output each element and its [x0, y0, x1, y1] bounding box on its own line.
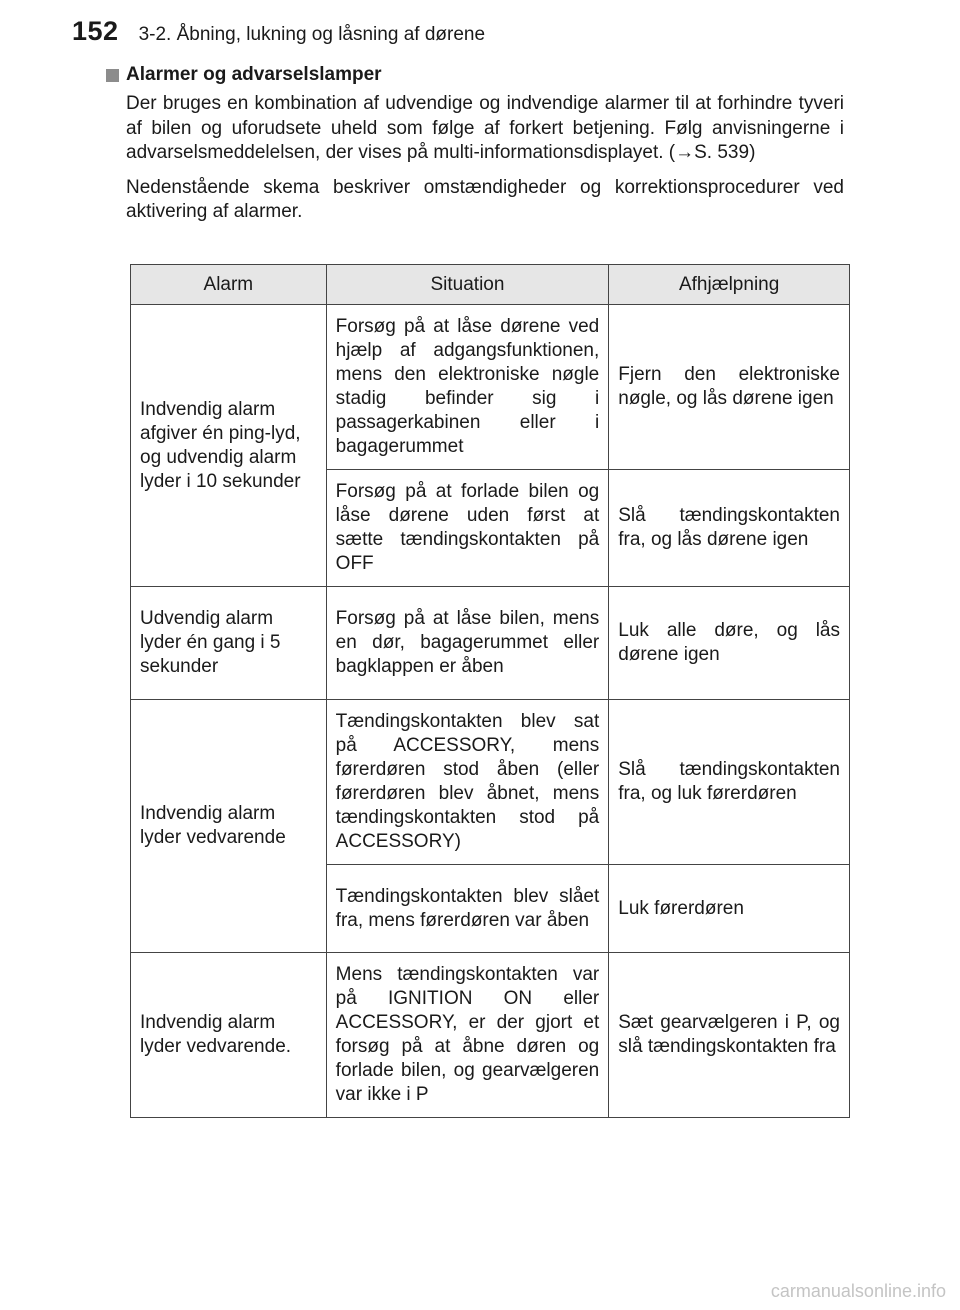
alarm-table: [130, 264, 850, 1118]
section-heading: [106, 64, 844, 86]
situation-cell: Mens tændingskontakten var på IGNITION ON eller ACCESSORY, er der gjort et forsøg på at åbne døren og forlade bilen, og gearvælgeren var ikke i P: [326, 953, 609, 1118]
alarm-cell: Indvendig alarm lyder vedvarende: [131, 700, 327, 953]
remedy-cell: Fjern den elektroniske nøgle, og lås dørene igen: [609, 305, 850, 470]
remedy-cell: Slå tændingskontakten fra, og luk førerdøren: [609, 700, 850, 865]
remedy-cell: Sæt gearvælgeren i P, og slå tændingskontakten fra: [609, 953, 850, 1118]
situation-cell: Forsøg på at forlade bilen og låse dørene uden først at sætte tændingskontakten på OFF: [326, 470, 609, 587]
chapter-title: 3-2. Åbning, lukning og låsning af dørene: [138, 24, 486, 45]
intro-paragraph: Der bruges en kombination af udvendige og indvendige alarmer til at forhindre tyveri af bilen og uforudsete uheld som følge af forkert betjening. Følg anvisningerne i advarselsmeddelelsen, der vises på multi-informationsdisplayet. (→S. 539): [126, 93, 844, 163]
situation-cell: Tændingskontakten blev sat på ACCESSORY, mens førerdøren stod åben (eller førerdøren blev åbnet, mens tændingskontakten stod på ACCESSORY): [326, 700, 609, 865]
situation-cell: Tændingskontakten blev slået fra, mens førerdøren var åben: [326, 865, 609, 953]
header-remedy: Afhjælpning: [609, 265, 850, 305]
table-row: [131, 587, 850, 700]
header-alarm: Alarm: [131, 265, 327, 305]
alarm-cell: Udvendig alarm lyder én gang i 5 sekunder: [131, 587, 327, 700]
header-situation: Situation: [326, 265, 609, 305]
remedy-cell: Slå tændingskontakten fra, og lås dørene igen: [609, 470, 850, 587]
watermark: carmanualsonline.info: [770, 1281, 946, 1301]
remedy-cell: Luk førerdøren: [609, 865, 850, 953]
table-header-row: [131, 265, 850, 305]
section-content: [106, 64, 844, 235]
page-number: 152: [72, 16, 119, 46]
alarm-cell: Indvendig alarm lyder vedvarende.: [131, 953, 327, 1118]
table-row: [131, 700, 850, 865]
situation-cell: Forsøg på at låse bilen, mens en dør, bagagerummet eller bagklappen er åben: [326, 587, 609, 700]
square-bullet-icon: [106, 69, 119, 82]
page-header: [72, 16, 485, 56]
table-row: [131, 953, 850, 1118]
situation-cell: Forsøg på at låse dørene ved hjælp af adgangsfunktionen, mens den elektroniske nøgle stadig befinder sig i passagerkabinen eller i bagagerummet: [326, 305, 609, 470]
remedy-cell: Luk alle døre, og lås dørene igen: [609, 587, 850, 700]
table-row: [131, 305, 850, 470]
table-intro-paragraph: Nedenstående skema beskriver omstændigheder og korrektionsprocedurer ved aktivering af alarmer.: [126, 176, 844, 222]
alarm-cell: Indvendig alarm afgiver én ping-lyd, og udvendig alarm lyder i 10 sekunder: [131, 305, 327, 587]
section-heading-text: Alarmer og advarselslamper: [126, 64, 382, 85]
